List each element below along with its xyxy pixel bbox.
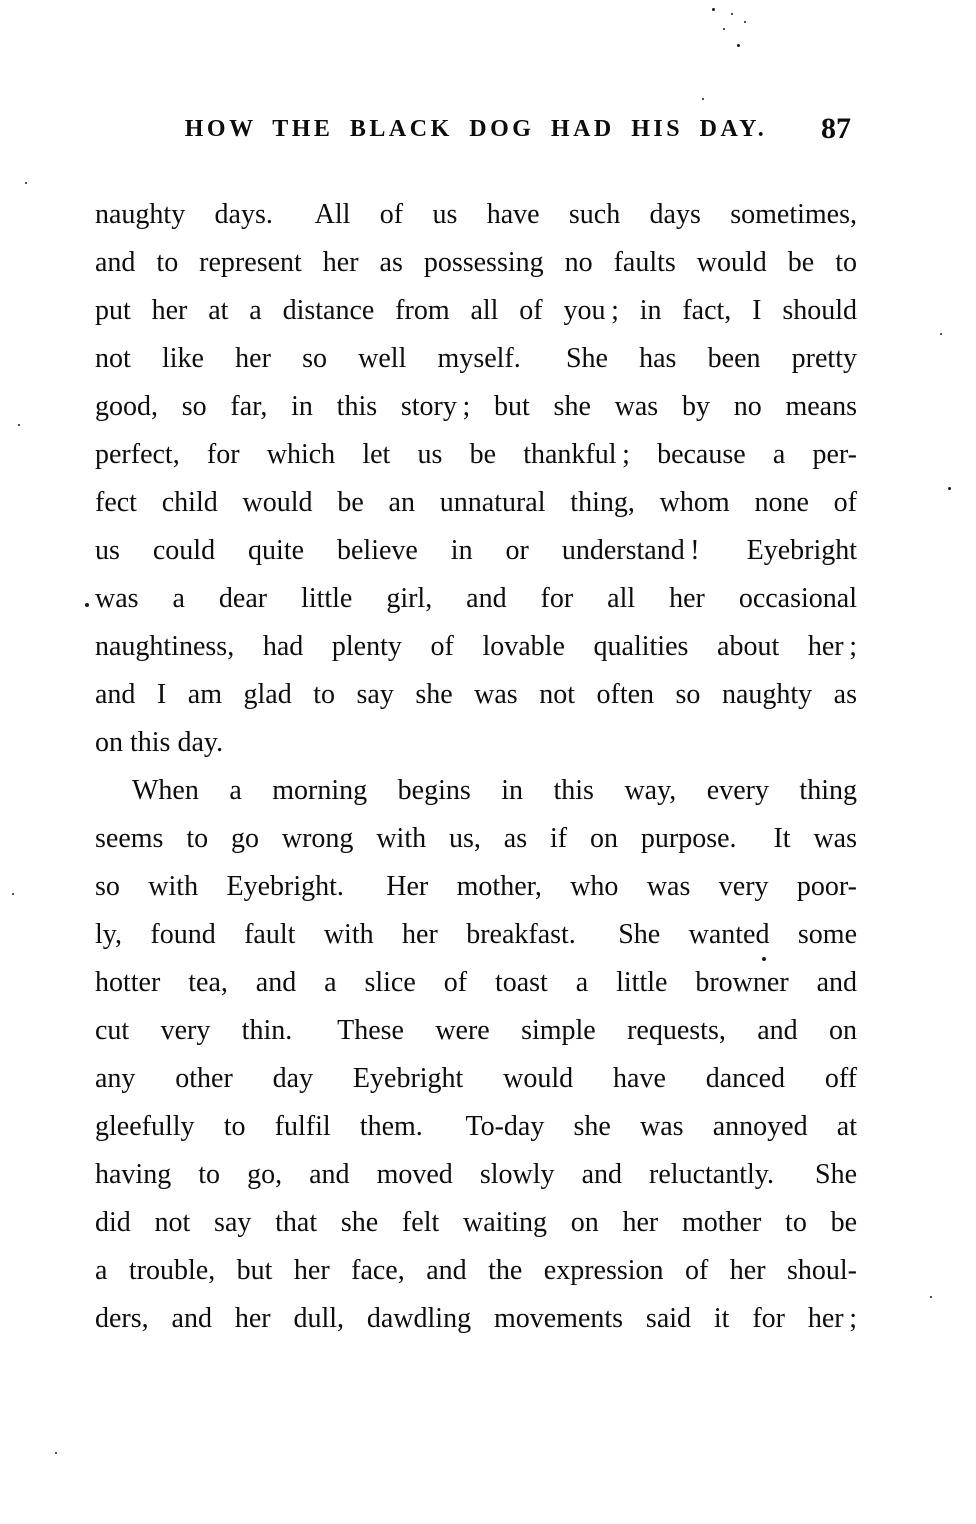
- page-number: 87: [821, 112, 851, 145]
- text-line: good, so far, in this story ; but she was by no means: [95, 391, 857, 422]
- text-line: cut very thin. These were simple requests, and on: [95, 1015, 857, 1046]
- text-line: us could quite believe in or understand ! Eyebright: [95, 535, 857, 566]
- scan-noise-dot: [948, 487, 951, 490]
- text-line: naughty days. All of us have such days sometimes,: [95, 199, 857, 230]
- scan-noise-dot: [712, 8, 715, 11]
- text-line: fect child would be an unnatural thing, whom none of: [95, 487, 857, 518]
- paragraph: [95, 767, 857, 1343]
- scan-noise-dot: [25, 182, 27, 184]
- text-line: When a morning begins in this way, every thing: [132, 775, 857, 806]
- text-block: [95, 191, 857, 1343]
- text-line: seems to go wrong with us, as if on purpose. It was: [95, 823, 857, 854]
- text-line: so with Eyebright. Her mother, who was very poor-: [95, 871, 857, 902]
- scan-noise-dot: [702, 98, 704, 100]
- text-line: perfect, for which let us be thankful ; because a per-: [95, 439, 857, 470]
- text-line: naughtiness, had plenty of lovable qualities about her ;: [95, 631, 857, 662]
- text-line: and I am glad to say she was not often so naughty as: [95, 679, 857, 710]
- text-line: having to go, and moved slowly and reluctantly. She: [95, 1159, 857, 1190]
- scan-noise-dot: [930, 1296, 932, 1298]
- text-line: any other day Eyebright would have danced off: [95, 1063, 857, 1094]
- text-line: ly, found fault with her breakfast. She wanted some: [95, 919, 857, 950]
- scan-noise-dot: [12, 893, 14, 895]
- text-line: was a dear little girl, and for all her occasional: [95, 583, 857, 614]
- scan-noise-dot: [723, 28, 725, 30]
- paragraph: [95, 191, 857, 767]
- text-line: gleefully to fulfil them. To-day she was annoyed at: [95, 1111, 857, 1142]
- text-line: did not say that she felt waiting on her mother to be: [95, 1207, 857, 1238]
- scan-noise-dot: [940, 333, 942, 335]
- text-line: ders, and her dull, dawdling movements said it for her ;: [95, 1303, 857, 1334]
- scan-noise-dot: [55, 1452, 57, 1454]
- scan-noise-dot: [737, 44, 740, 47]
- text-line: put her at a distance from all of you ; in fact, I should: [95, 295, 857, 326]
- text-line: a trouble, but her face, and the expression of her shoul-: [95, 1255, 857, 1286]
- text-line: and to represent her as possessing no faults would be to: [95, 247, 857, 278]
- page-header: [95, 112, 857, 156]
- text-line: hotter tea, and a slice of toast a little browner and: [95, 967, 857, 998]
- text-line: on this day.: [95, 727, 224, 758]
- scan-noise-dot: [762, 957, 766, 961]
- text-line: not like her so well myself. She has been pretty: [95, 343, 857, 374]
- scan-noise-dot: [85, 603, 89, 607]
- scan-noise-dot: [731, 13, 733, 15]
- scan-noise-dot: [744, 21, 746, 23]
- running-title: HOW THE BLACK DOG HAD HIS DAY.: [184, 116, 768, 142]
- scan-noise-dot: [18, 424, 20, 426]
